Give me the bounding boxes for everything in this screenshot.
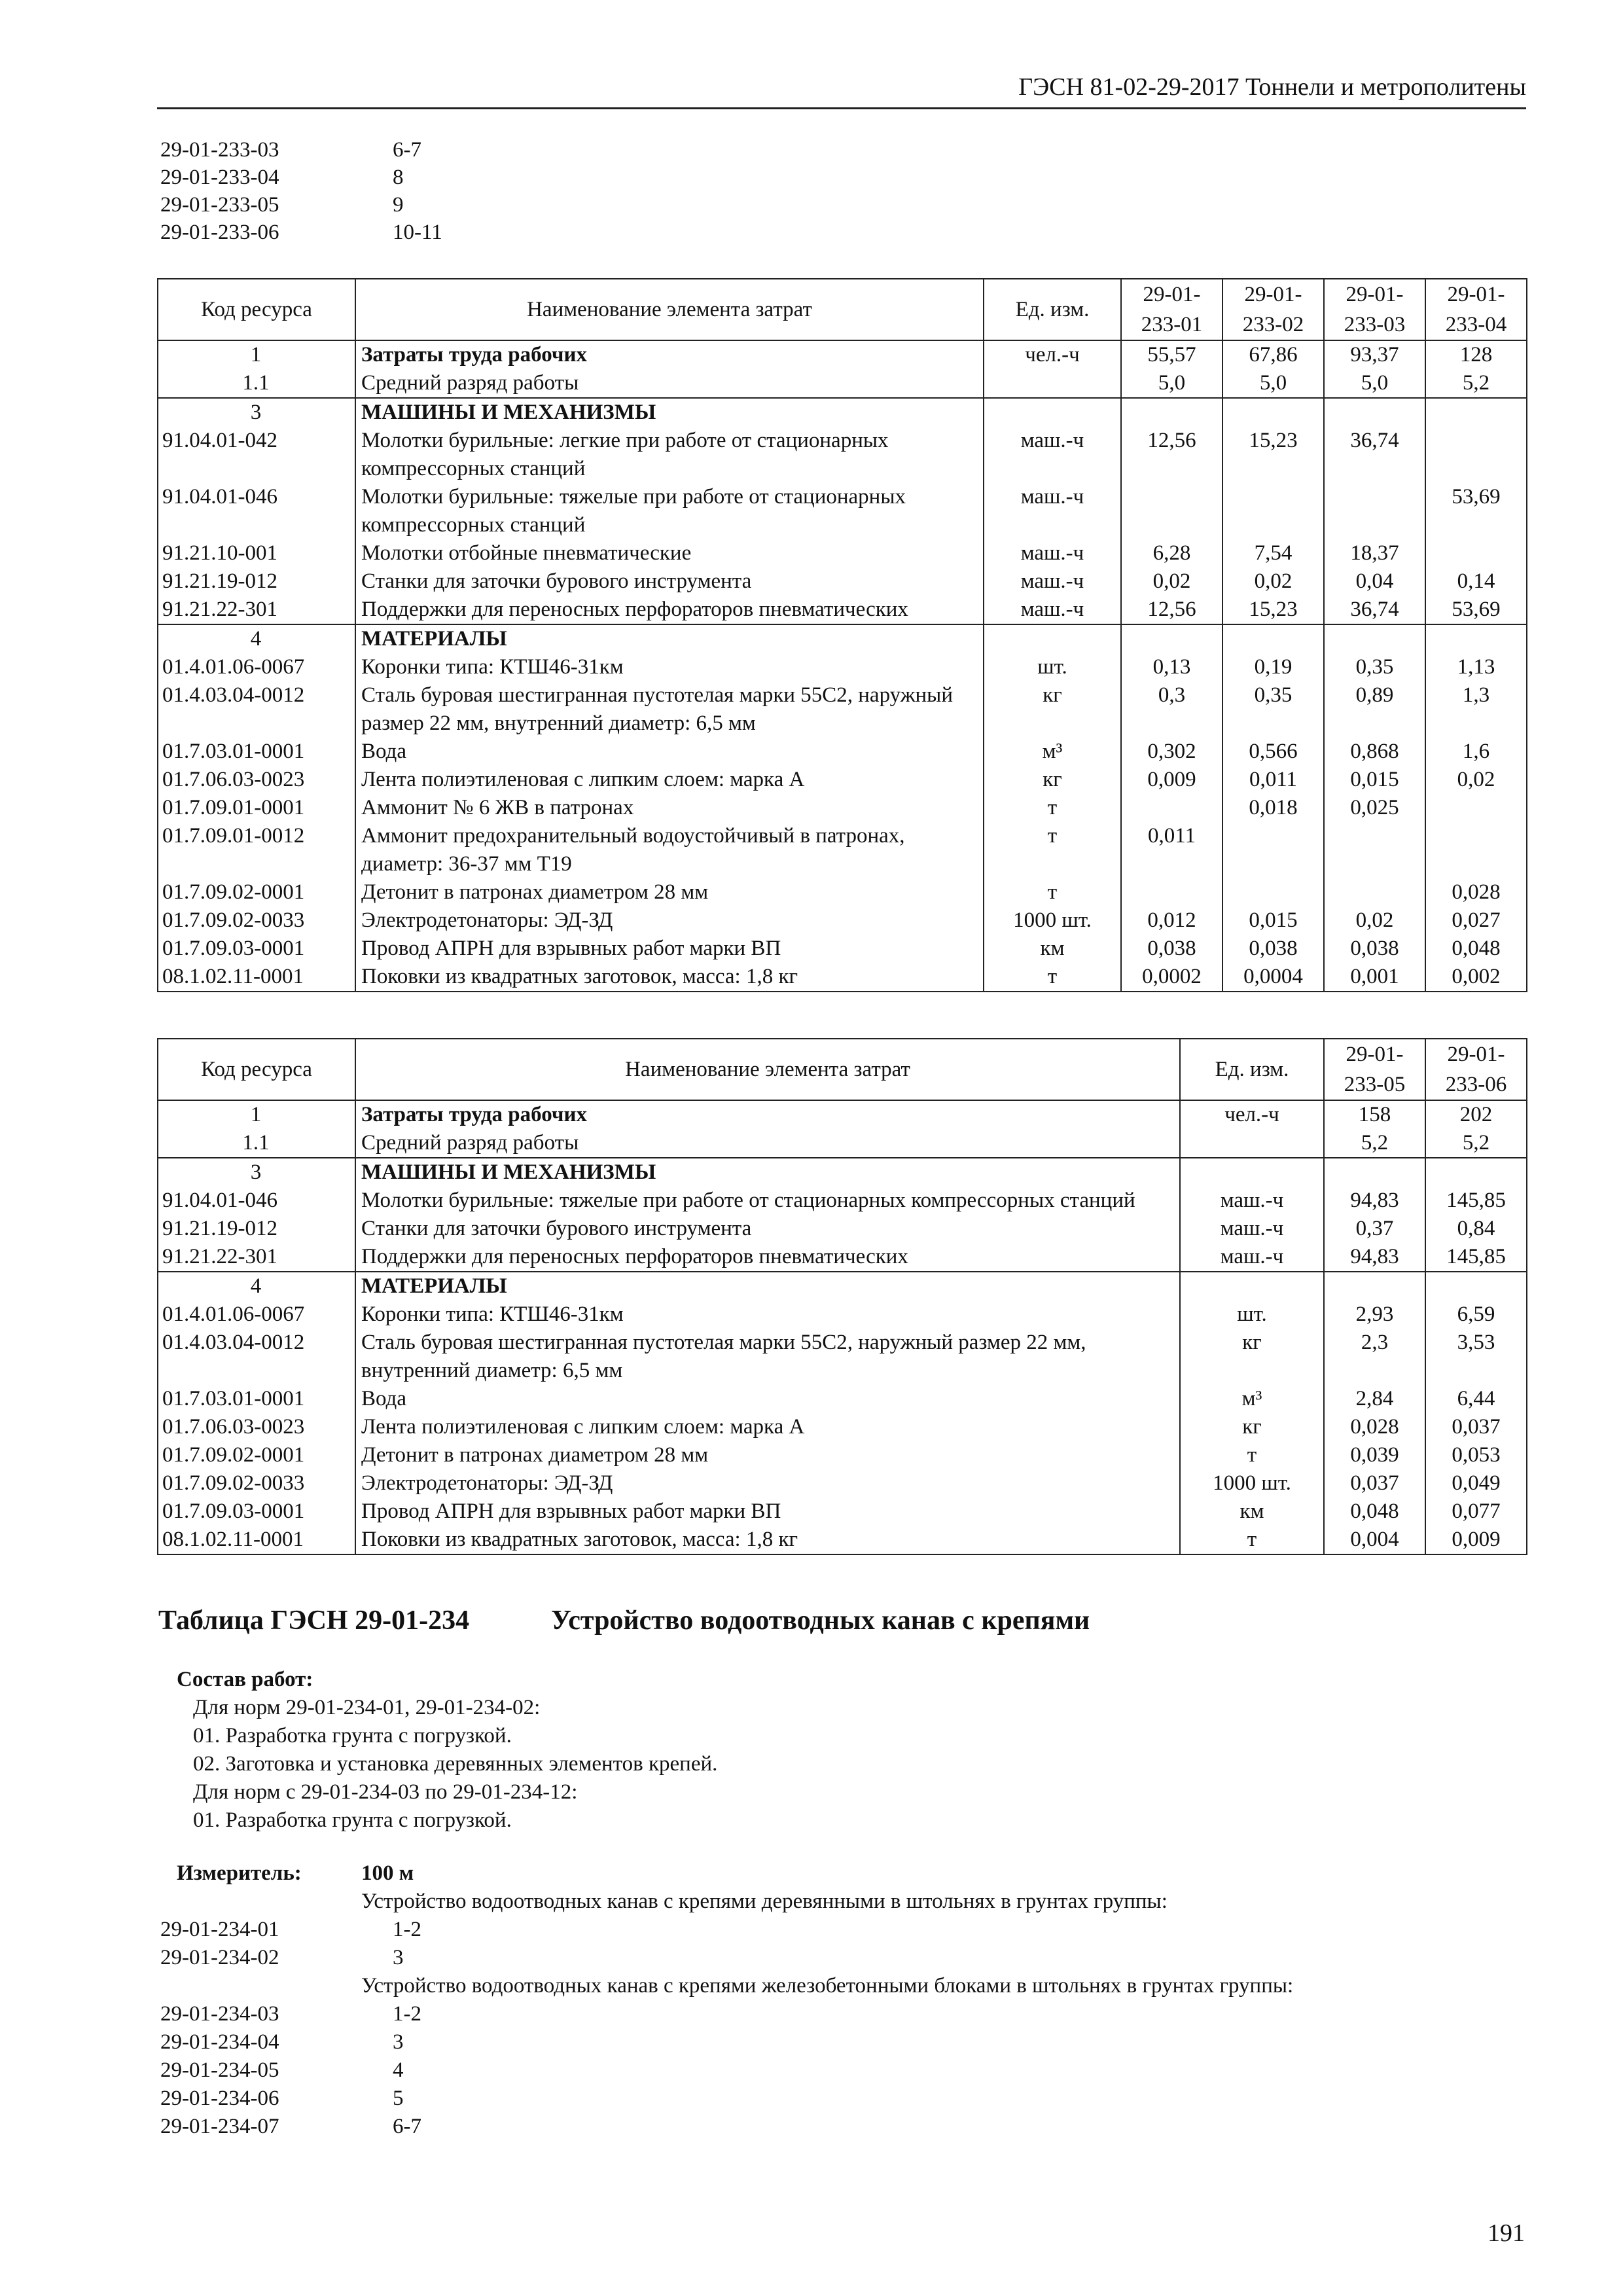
- resource-unit: т: [984, 878, 1121, 906]
- norm-value: 0,038: [1222, 935, 1324, 963]
- resource-unit: кг: [1180, 1413, 1324, 1441]
- resource-unit: маш.-ч: [984, 539, 1121, 567]
- norm-value: 6,59: [1425, 1300, 1527, 1329]
- header-name: Наименование элемента затрат: [355, 279, 984, 340]
- resource-table-2: [157, 1038, 1527, 1555]
- page-number: 191: [1488, 2219, 1525, 2247]
- code-row: 29-01-234-07 6-7: [160, 2115, 421, 2138]
- resource-name: Лента полиэтиленовая с липким слоем: марка А: [355, 1413, 1180, 1441]
- top-code-list: [160, 136, 442, 246]
- norm-value: 0,028: [1324, 1413, 1425, 1441]
- resource-unit: маш.-ч: [984, 596, 1121, 624]
- norm-value: 67,86: [1222, 340, 1324, 369]
- norm-value: 0,012: [1121, 906, 1222, 935]
- resource-code: 01.7.03.01-0001: [158, 738, 355, 766]
- norm-value: 0,037: [1425, 1413, 1527, 1441]
- norm-value: [1121, 483, 1222, 539]
- norm-value: 128: [1425, 340, 1527, 369]
- norm-value: [1425, 539, 1527, 567]
- table-row: [158, 681, 1527, 738]
- table-row: [158, 1300, 1527, 1329]
- norm-value: 0,001: [1324, 963, 1425, 992]
- resource-unit: т: [1180, 1526, 1324, 1554]
- resource-name: Поддержки для переносных перфораторов пневматических: [355, 1243, 1180, 1272]
- header-norm: 29-01-233-05: [1324, 1039, 1425, 1100]
- norm-value: 12,56: [1121, 596, 1222, 624]
- resource-name: Поковки из квадратных заготовок, масса: 1,8 кг: [355, 1526, 1180, 1554]
- table-row: [158, 427, 1527, 483]
- resource-unit: маш.-ч: [1180, 1187, 1324, 1215]
- table-row: [158, 624, 1527, 653]
- table-row: [158, 1385, 1527, 1413]
- norm-value: 1,3: [1425, 681, 1527, 738]
- measure-description: Устройство водоотводных канав с крепями железобетонными блоками в штольнях в грунтах группы:: [361, 1974, 1294, 1998]
- resource-name: Молотки бурильные: легкие при работе от стационарных компрессорных станций: [355, 427, 984, 483]
- table-row: [158, 1469, 1527, 1498]
- norm-value: 0,19: [1222, 653, 1324, 681]
- resource-code: 91.21.19-012: [158, 567, 355, 596]
- table-row: [158, 738, 1527, 766]
- norm-value: [1222, 624, 1324, 653]
- table-row: [158, 1243, 1527, 1272]
- resource-unit: т: [1180, 1441, 1324, 1469]
- resource-unit: м³: [1180, 1385, 1324, 1413]
- norm-value: 7,54: [1222, 539, 1324, 567]
- norm-value: [1324, 483, 1425, 539]
- composition-line: Для норм с 29-01-234-03 по 29-01-234-12:: [193, 1780, 578, 1804]
- norm-value: 0,009: [1121, 766, 1222, 794]
- resource-unit: шт.: [1180, 1300, 1324, 1329]
- norm-value: 202: [1425, 1100, 1527, 1129]
- norm-value: 5,2: [1324, 1129, 1425, 1158]
- resource-name: Затраты труда рабочих: [355, 340, 984, 369]
- header-code: Код ресурса: [158, 1039, 355, 1100]
- table-label: Таблица ГЭСН 29-01-234: [158, 1605, 470, 1636]
- code-row: 29-01-233-03 6-7: [160, 138, 421, 162]
- norm-value: 1,6: [1425, 738, 1527, 766]
- norm-value: 53,69: [1425, 596, 1527, 624]
- table-row: [158, 1329, 1527, 1385]
- norm-value: [1425, 398, 1527, 427]
- resource-code: 01.7.09.02-0001: [158, 878, 355, 906]
- norm-value: 0,302: [1121, 738, 1222, 766]
- resource-unit: маш.-ч: [984, 567, 1121, 596]
- table-row: [158, 935, 1527, 963]
- norm-value: 0,84: [1425, 1215, 1527, 1243]
- norm-value: 0,009: [1425, 1526, 1527, 1554]
- norm-value: 0,13: [1121, 653, 1222, 681]
- norm-value: [1324, 398, 1425, 427]
- measure-unit: 100 м: [361, 1861, 414, 1885]
- norm-value: 0,002: [1425, 963, 1527, 992]
- norm-value: [1121, 878, 1222, 906]
- resource-unit: чел.-ч: [1180, 1100, 1324, 1129]
- resource-code: 91.21.22-301: [158, 596, 355, 624]
- resource-code: 1.1: [158, 1129, 355, 1158]
- norm-value: 36,74: [1324, 596, 1425, 624]
- norm-value: 0,566: [1222, 738, 1324, 766]
- resource-name: Детонит в патронах диаметром 28 мм: [355, 1441, 1180, 1469]
- code-row: 29-01-233-04 8: [160, 166, 404, 189]
- header-norm: 29-01-233-02: [1222, 279, 1324, 340]
- resource-name: Средний разряд работы: [355, 369, 984, 398]
- resource-name: Коронки типа: КТШ46-31км: [355, 1300, 1180, 1329]
- resource-code: 91.21.10-001: [158, 539, 355, 567]
- norm-value: 145,85: [1425, 1187, 1527, 1215]
- resource-unit: т: [984, 794, 1121, 822]
- resource-name: МАТЕРИАЛЫ: [355, 1272, 1180, 1300]
- norm-value: 0,02: [1121, 567, 1222, 596]
- header-norm: 29-01-233-06: [1425, 1039, 1527, 1100]
- table-row: [158, 567, 1527, 596]
- resource-code: 01.7.09.02-0033: [158, 1469, 355, 1498]
- norm-value: 0,048: [1425, 935, 1527, 963]
- code-row: 29-01-233-06 10-11: [160, 221, 442, 244]
- resource-name: Молотки отбойные пневматические: [355, 539, 984, 567]
- norm-value: 15,23: [1222, 596, 1324, 624]
- code-row: 29-01-234-02 3: [160, 1946, 404, 1969]
- table-row: [158, 653, 1527, 681]
- resource-unit: кг: [984, 766, 1121, 794]
- norm-value: 18,37: [1324, 539, 1425, 567]
- norm-value: 0,14: [1425, 567, 1527, 596]
- norm-value: 94,83: [1324, 1187, 1425, 1215]
- code-row: 29-01-234-04 3: [160, 2030, 404, 2054]
- composition-line: Для норм 29-01-234-01, 29-01-234-02:: [193, 1696, 541, 1719]
- resource-unit: кг: [984, 681, 1121, 738]
- table-row: [158, 878, 1527, 906]
- resource-unit: т: [984, 822, 1121, 878]
- resource-code: 01.7.09.02-0001: [158, 1441, 355, 1469]
- norm-value: 12,56: [1121, 427, 1222, 483]
- resource-code: 01.7.09.02-0033: [158, 906, 355, 935]
- norm-value: 0,015: [1324, 766, 1425, 794]
- table-row: [158, 822, 1527, 878]
- norm-value: 5,0: [1324, 369, 1425, 398]
- header-unit: Ед. изм.: [984, 279, 1121, 340]
- resource-name: Молотки бурильные: тяжелые при работе от стационарных компрессорных станций: [355, 483, 984, 539]
- code-row: 29-01-234-03 1-2: [160, 2002, 421, 2026]
- table-row: [158, 1215, 1527, 1243]
- resource-unit: кг: [1180, 1329, 1324, 1385]
- measure-description: Устройство водоотводных канав с крепями деревянными в штольнях в грунтах группы:: [361, 1890, 1168, 1913]
- resource-name: Станки для заточки бурового инструмента: [355, 567, 984, 596]
- resource-unit: [984, 398, 1121, 427]
- norm-value: 36,74: [1324, 427, 1425, 483]
- resource-unit: шт.: [984, 653, 1121, 681]
- norm-value: 0,028: [1425, 878, 1527, 906]
- table-row: [158, 906, 1527, 935]
- resource-table-1: [157, 278, 1527, 992]
- norm-value: 0,077: [1425, 1498, 1527, 1526]
- resource-name: Вода: [355, 1385, 1180, 1413]
- norm-value: [1222, 822, 1324, 878]
- norm-value: [1324, 878, 1425, 906]
- table-row: [158, 539, 1527, 567]
- norm-value: 0,039: [1324, 1441, 1425, 1469]
- table-row: [158, 340, 1527, 369]
- norm-value: 3,53: [1425, 1329, 1527, 1385]
- table-row: [158, 794, 1527, 822]
- norm-value: 0,027: [1425, 906, 1527, 935]
- norm-value: [1222, 483, 1324, 539]
- norm-value: 0,02: [1222, 567, 1324, 596]
- table-name: Устройство водоотводных канав с крепями: [551, 1605, 1090, 1636]
- resource-name: Провод АПРН для взрывных работ марки ВП: [355, 1498, 1180, 1526]
- norm-value: 0,89: [1324, 681, 1425, 738]
- resource-code: 01.7.09.01-0001: [158, 794, 355, 822]
- composition-line: 02. Заготовка и установка деревянных элементов крепей.: [193, 1752, 718, 1776]
- resource-name: Молотки бурильные: тяжелые при работе от стационарных компрессорных станций: [355, 1187, 1180, 1215]
- resource-unit: [1180, 1129, 1324, 1158]
- resource-name: МАТЕРИАЛЫ: [355, 624, 984, 653]
- table-row: [158, 1413, 1527, 1441]
- header-name: Наименование элемента затрат: [355, 1039, 1180, 1100]
- table-row: [158, 1158, 1527, 1187]
- norm-value: 0,018: [1222, 794, 1324, 822]
- norm-value: 6,44: [1425, 1385, 1527, 1413]
- resource-name: Провод АПРН для взрывных работ марки ВП: [355, 935, 984, 963]
- resource-name: МАШИНЫ И МЕХАНИЗМЫ: [355, 1158, 1180, 1187]
- resource-unit: [1180, 1272, 1324, 1300]
- norm-value: 55,57: [1121, 340, 1222, 369]
- norm-value: 0,35: [1222, 681, 1324, 738]
- resource-unit: т: [984, 963, 1121, 992]
- norm-value: 0,0002: [1121, 963, 1222, 992]
- norm-value: 6,28: [1121, 539, 1222, 567]
- norm-value: 0,025: [1324, 794, 1425, 822]
- code-row: 29-01-233-05 9: [160, 193, 404, 217]
- norm-value: 2,84: [1324, 1385, 1425, 1413]
- resource-name: Лента полиэтиленовая с липким слоем: марка А: [355, 766, 984, 794]
- resource-name: Поковки из квадратных заготовок, масса: 1,8 кг: [355, 963, 984, 992]
- resource-unit: [1180, 1158, 1324, 1187]
- resource-code: 01.7.06.03-0023: [158, 766, 355, 794]
- resource-name: Сталь буровая шестигранная пустотелая марки 55С2, наружный размер 22 мм, внутренний диаметр: 6,5 мм: [355, 681, 984, 738]
- resource-code: 4: [158, 624, 355, 653]
- resource-unit: маш.-ч: [984, 427, 1121, 483]
- norm-value: [1121, 794, 1222, 822]
- header-code: Код ресурса: [158, 279, 355, 340]
- resource-name: МАШИНЫ И МЕХАНИЗМЫ: [355, 398, 984, 427]
- code-row: 29-01-234-05 4: [160, 2058, 404, 2082]
- norm-value: [1324, 1158, 1425, 1187]
- norm-value: [1425, 822, 1527, 878]
- table-row: [158, 398, 1527, 427]
- resource-code: 4: [158, 1272, 355, 1300]
- resource-code: 08.1.02.11-0001: [158, 1526, 355, 1554]
- norm-value: 0,35: [1324, 653, 1425, 681]
- norm-value: 0,011: [1222, 766, 1324, 794]
- norm-value: 5,0: [1222, 369, 1324, 398]
- running-header: ГЭСН 81-02-29-2017 Тоннели и метрополитены: [157, 71, 1526, 109]
- resource-unit: 1000 шт.: [984, 906, 1121, 935]
- resource-unit: [984, 624, 1121, 653]
- norm-value: [1324, 624, 1425, 653]
- norm-value: [1121, 398, 1222, 427]
- table-row: [158, 596, 1527, 624]
- norm-value: 0,04: [1324, 567, 1425, 596]
- resource-name: Средний разряд работы: [355, 1129, 1180, 1158]
- resource-unit: 1000 шт.: [1180, 1469, 1324, 1498]
- norm-value: 2,3: [1324, 1329, 1425, 1385]
- resource-name: Электродетонаторы: ЭД-ЗД: [355, 906, 984, 935]
- norm-value: 0,053: [1425, 1441, 1527, 1469]
- norm-value: [1425, 427, 1527, 483]
- resource-code: 01.7.06.03-0023: [158, 1413, 355, 1441]
- resource-unit: [984, 369, 1121, 398]
- table-row: [158, 963, 1527, 992]
- resource-unit: км: [1180, 1498, 1324, 1526]
- composition-line: 01. Разработка грунта с погрузкой.: [193, 1808, 512, 1832]
- resource-unit: км: [984, 935, 1121, 963]
- norm-value: 5,0: [1121, 369, 1222, 398]
- composition-line: 01. Разработка грунта с погрузкой.: [193, 1724, 512, 1748]
- norm-value: [1324, 1272, 1425, 1300]
- norm-value: [1222, 878, 1324, 906]
- table-row: [158, 369, 1527, 398]
- table-row: [158, 1272, 1527, 1300]
- header-unit: Ед. изм.: [1180, 1039, 1324, 1100]
- norm-value: 1,13: [1425, 653, 1527, 681]
- resource-code: 91.04.01-046: [158, 1187, 355, 1215]
- resource-name: Затраты труда рабочих: [355, 1100, 1180, 1129]
- resource-code: 1.1: [158, 369, 355, 398]
- norm-value: [1222, 398, 1324, 427]
- norm-value: [1324, 822, 1425, 878]
- resource-code: 01.7.09.03-0001: [158, 935, 355, 963]
- header-norm: 29-01-233-03: [1324, 279, 1425, 340]
- resource-code: 91.04.01-046: [158, 483, 355, 539]
- table-row: [158, 1129, 1527, 1158]
- resource-code: 1: [158, 1100, 355, 1129]
- norm-value: 94,83: [1324, 1243, 1425, 1272]
- resource-code: 3: [158, 398, 355, 427]
- norm-value: 0,037: [1324, 1469, 1425, 1498]
- norm-value: [1425, 1272, 1527, 1300]
- resource-code: 01.4.03.04-0012: [158, 681, 355, 738]
- table-row: [158, 483, 1527, 539]
- norm-value: 145,85: [1425, 1243, 1527, 1272]
- code-row: 29-01-234-01 1-2: [160, 1918, 421, 1941]
- resource-code: 01.7.09.01-0012: [158, 822, 355, 878]
- norm-value: 0,02: [1425, 766, 1527, 794]
- table-row: [158, 1100, 1527, 1129]
- norm-value: 15,23: [1222, 427, 1324, 483]
- resource-name: Коронки типа: КТШ46-31км: [355, 653, 984, 681]
- resource-unit: маш.-ч: [984, 483, 1121, 539]
- norm-value: 0,038: [1121, 935, 1222, 963]
- resource-code: 01.4.01.06-0067: [158, 653, 355, 681]
- table-row: [158, 1526, 1527, 1554]
- composition-label: Состав работ:: [177, 1668, 313, 1691]
- measure-label: Измеритель:: [177, 1861, 302, 1885]
- norm-value: [1425, 1158, 1527, 1187]
- norm-value: 0,011: [1121, 822, 1222, 878]
- norm-value: 93,37: [1324, 340, 1425, 369]
- norm-value: 0,0004: [1222, 963, 1324, 992]
- resource-unit: маш.-ч: [1180, 1243, 1324, 1272]
- section-title: [158, 1605, 1090, 1636]
- work-composition: [177, 1666, 717, 1835]
- norm-value: 0,37: [1324, 1215, 1425, 1243]
- resource-name: Детонит в патронах диаметром 28 мм: [355, 878, 984, 906]
- resource-name: Электродетонаторы: ЭД-ЗД: [355, 1469, 1180, 1498]
- resource-code: 91.04.01-042: [158, 427, 355, 483]
- table-row: [158, 1187, 1527, 1215]
- norm-value: [1425, 794, 1527, 822]
- norm-value: 0,004: [1324, 1526, 1425, 1554]
- resource-code: 3: [158, 1158, 355, 1187]
- norm-value: 0,868: [1324, 738, 1425, 766]
- table-row: [158, 1498, 1527, 1526]
- norm-value: 0,049: [1425, 1469, 1527, 1498]
- norm-value: 158: [1324, 1100, 1425, 1129]
- norm-value: 53,69: [1425, 483, 1527, 539]
- resource-name: Вода: [355, 738, 984, 766]
- resource-code: 08.1.02.11-0001: [158, 963, 355, 992]
- resource-code: 01.4.03.04-0012: [158, 1329, 355, 1385]
- norm-value: 0,3: [1121, 681, 1222, 738]
- resource-unit: чел.-ч: [984, 340, 1121, 369]
- resource-code: 91.21.22-301: [158, 1243, 355, 1272]
- norm-value: 5,2: [1425, 1129, 1527, 1158]
- resource-unit: м³: [984, 738, 1121, 766]
- table-row: [158, 766, 1527, 794]
- resource-name: Станки для заточки бурового инструмента: [355, 1215, 1180, 1243]
- norm-value: 2,93: [1324, 1300, 1425, 1329]
- header-norm: 29-01-233-04: [1425, 279, 1527, 340]
- measure-block: [160, 1859, 1526, 2141]
- resource-name: Аммонит предохранительный водоустойчивый в патронах, диаметр: 36-37 мм Т19: [355, 822, 984, 878]
- table-row: [158, 1441, 1527, 1469]
- resource-code: 1: [158, 340, 355, 369]
- resource-name: Сталь буровая шестигранная пустотелая марки 55С2, наружный размер 22 мм, внутренний диаметр: 6,5 мм: [355, 1329, 1180, 1385]
- resource-code: 01.7.09.03-0001: [158, 1498, 355, 1526]
- resource-code: 01.4.01.06-0067: [158, 1300, 355, 1329]
- norm-value: 5,2: [1425, 369, 1527, 398]
- norm-value: [1121, 624, 1222, 653]
- norm-value: [1425, 624, 1527, 653]
- code-row: 29-01-234-06 5: [160, 2087, 404, 2110]
- norm-value: 0,038: [1324, 935, 1425, 963]
- norm-value: 0,015: [1222, 906, 1324, 935]
- norm-value: 0,02: [1324, 906, 1425, 935]
- resource-unit: маш.-ч: [1180, 1215, 1324, 1243]
- resource-code: 01.7.03.01-0001: [158, 1385, 355, 1413]
- resource-name: Поддержки для переносных перфораторов пневматических: [355, 596, 984, 624]
- header-norm: 29-01-233-01: [1121, 279, 1222, 340]
- resource-code: 91.21.19-012: [158, 1215, 355, 1243]
- norm-value: 0,048: [1324, 1498, 1425, 1526]
- resource-name: Аммонит № 6 ЖВ в патронах: [355, 794, 984, 822]
